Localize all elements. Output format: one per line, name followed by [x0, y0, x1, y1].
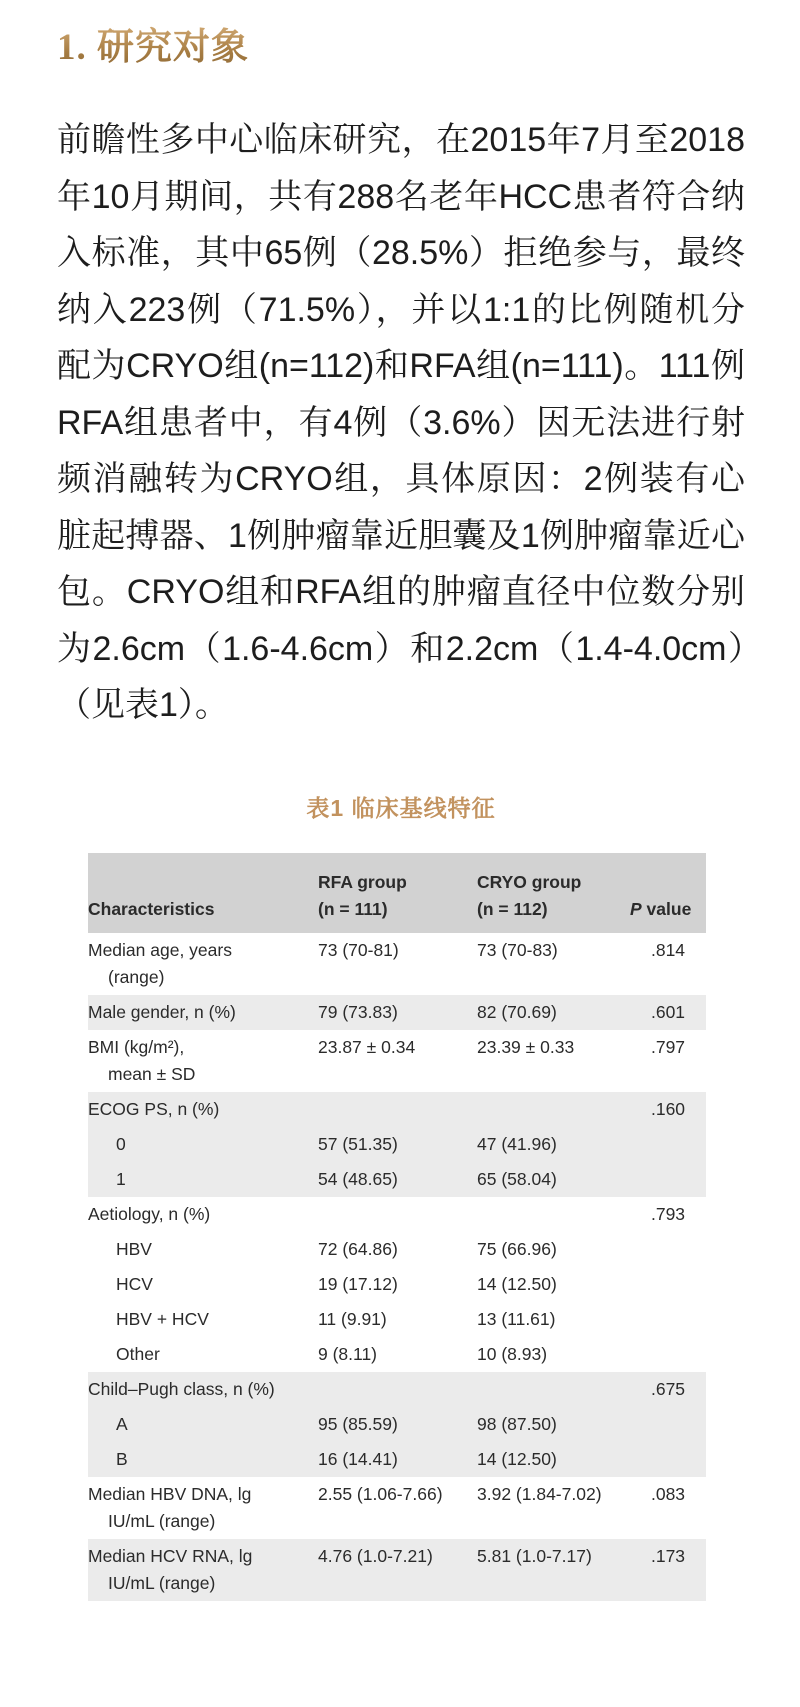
table-row	[88, 1197, 706, 1232]
header-rfa-group-n: (n = 111)	[318, 898, 388, 919]
rfa-value-cell	[318, 1092, 477, 1127]
cryo-value-cell: 98 (87.50)	[477, 1413, 557, 1434]
rfa-value-cell: 23.87 ± 0.34	[318, 1036, 416, 1057]
characteristic-label-line2: (range)	[108, 966, 165, 987]
table-row	[88, 1407, 706, 1442]
characteristic-label: 1	[116, 1168, 126, 1189]
rfa-value-cell: 2.55 (1.06-7.66)	[318, 1483, 443, 1504]
rfa-value-cell: 11 (9.91)	[318, 1308, 387, 1329]
section-paragraph: 前瞻性多中心临床研究，在2015年7月至2018年10月期间，共有288名老年HCC患者符合纳入标准，其中65例（28.5%）拒绝参与，最终纳入223例（71.5%），并以1:1的比例随机分配为CRYO组(n=112)和RFA组(n=111)。111例RFA组患者中，有4例（3.6%）因无法进行射频消融转为CRYO组，具体原因：2例装有心脏起搏器、1例肿瘤靠近胆囊及1例肿瘤靠近心包。CRYO组和RFA组的肿瘤直径中位数分别为2.6cm（1.6-4.6cm）和2.2cm（1.4-4.0cm）（见表1）。	[57, 121, 745, 724]
article-content	[0, 26, 800, 1601]
p-value-cell: .160	[650, 1098, 686, 1119]
cryo-value-cell: 14 (12.50)	[477, 1448, 557, 1469]
characteristic-cell	[88, 933, 318, 995]
p-value-cell: .814	[650, 939, 686, 960]
p-value-cell: .173	[650, 1545, 686, 1566]
header-cryo-group	[477, 853, 630, 933]
header-characteristics-label: Characteristics	[88, 898, 215, 919]
rfa-value-cell	[318, 1372, 477, 1407]
characteristic-cell	[88, 1232, 318, 1267]
cryo-value-cell: 82 (70.69)	[477, 1001, 557, 1022]
characteristic-label: HBV + HCV	[116, 1308, 209, 1329]
rfa-value-cell	[318, 1197, 477, 1232]
table-title: 表1 临床基线特征	[306, 794, 496, 821]
cryo-value-cell	[477, 1372, 630, 1407]
cryo-value-cell: 75 (66.96)	[477, 1238, 557, 1259]
p-value-cell: .675	[650, 1378, 686, 1399]
rfa-value-cell: 16 (14.41)	[318, 1448, 398, 1469]
header-cryo-group-name: CRYO group	[477, 871, 582, 892]
p-value-cell: .601	[650, 1001, 686, 1022]
cryo-value-cell: 65 (58.04)	[477, 1168, 557, 1189]
rfa-value-cell: 95 (85.59)	[318, 1413, 398, 1434]
cryo-value-cell: 23.39 ± 0.33	[477, 1036, 575, 1057]
characteristic-cell	[88, 1030, 318, 1092]
table-header-row	[88, 853, 706, 933]
table-row	[88, 1539, 706, 1601]
header-p-value	[630, 853, 706, 933]
table-row	[88, 1337, 706, 1372]
characteristic-label: BMI (kg/m²),	[88, 1036, 185, 1057]
table-row	[88, 1127, 706, 1162]
section-heading: 1. 研究对象	[57, 26, 745, 70]
characteristic-cell	[88, 1127, 318, 1162]
rfa-value-cell: 57 (51.35)	[318, 1133, 398, 1154]
table-row	[88, 1232, 706, 1267]
table-row	[88, 1267, 706, 1302]
table-body	[88, 933, 706, 1601]
p-value-cell: .083	[650, 1483, 686, 1504]
characteristic-cell	[88, 995, 318, 1030]
p-value-cell	[630, 1337, 706, 1372]
characteristic-cell	[88, 1372, 318, 1407]
cryo-value-cell: 5.81 (1.0-7.17)	[477, 1545, 592, 1566]
cryo-value-cell	[477, 1197, 630, 1232]
cryo-value-cell: 13 (11.61)	[477, 1308, 556, 1329]
characteristic-label: Median HBV DNA, lg	[88, 1483, 252, 1504]
cryo-value-cell: 47 (41.96)	[477, 1133, 557, 1154]
table-row	[88, 1477, 706, 1539]
characteristic-label: Median age, years	[88, 939, 232, 960]
header-p-value-italic: P	[630, 898, 642, 919]
characteristic-cell	[88, 1162, 318, 1197]
cryo-value-cell	[477, 1092, 630, 1127]
characteristic-cell	[88, 1442, 318, 1477]
table-row	[88, 1030, 706, 1092]
table-row	[88, 933, 706, 995]
p-value-cell: .797	[650, 1036, 686, 1057]
table-row	[88, 1302, 706, 1337]
characteristic-cell	[88, 1539, 318, 1601]
characteristic-label: ECOG PS, n (%)	[88, 1098, 220, 1119]
cryo-value-cell: 14 (12.50)	[477, 1273, 557, 1294]
p-value-cell: .793	[650, 1203, 686, 1224]
rfa-value-cell: 73 (70-81)	[318, 939, 399, 960]
characteristic-label: 0	[116, 1133, 126, 1154]
table-row	[88, 1442, 706, 1477]
p-value-cell	[630, 1442, 706, 1477]
rfa-value-cell: 54 (48.65)	[318, 1168, 398, 1189]
cryo-value-cell: 10 (8.93)	[477, 1343, 548, 1364]
table-row	[88, 995, 706, 1030]
characteristic-label: Male gender, n (%)	[88, 1001, 236, 1022]
characteristic-label: Aetiology, n (%)	[88, 1203, 211, 1224]
characteristic-cell	[88, 1337, 318, 1372]
p-value-cell	[630, 1162, 706, 1197]
table-header	[88, 853, 706, 933]
characteristic-label-line2: IU/mL (range)	[108, 1572, 216, 1593]
table-row	[88, 1162, 706, 1197]
p-value-cell	[630, 1302, 706, 1337]
characteristic-label: Other	[116, 1343, 160, 1364]
table-row	[88, 1092, 706, 1127]
characteristic-cell	[88, 1197, 318, 1232]
rfa-value-cell: 4.76 (1.0-7.21)	[318, 1545, 433, 1566]
characteristic-cell	[88, 1302, 318, 1337]
p-value-cell	[630, 1232, 706, 1267]
p-value-cell	[630, 1407, 706, 1442]
p-value-cell	[630, 1267, 706, 1302]
table-row	[88, 1372, 706, 1407]
characteristic-cell	[88, 1092, 318, 1127]
p-value-cell	[630, 1127, 706, 1162]
characteristic-label-line2: IU/mL (range)	[108, 1510, 216, 1531]
characteristic-cell	[88, 1477, 318, 1539]
header-rfa-group-name: RFA group	[318, 871, 407, 892]
characteristic-cell	[88, 1407, 318, 1442]
header-characteristics	[88, 853, 318, 933]
rfa-value-cell: 72 (64.86)	[318, 1238, 398, 1259]
rfa-value-cell: 9 (8.11)	[318, 1343, 378, 1364]
header-cryo-group-n: (n = 112)	[477, 898, 548, 919]
cryo-value-cell: 3.92 (1.84-7.02)	[477, 1483, 602, 1504]
characteristic-cell	[88, 1267, 318, 1302]
baseline-characteristics-table	[88, 853, 706, 1601]
characteristic-label: HBV	[116, 1238, 152, 1259]
header-p-value-rest: value	[641, 898, 692, 919]
rfa-value-cell: 79 (73.83)	[318, 1001, 398, 1022]
characteristic-label-line2: mean ± SD	[108, 1063, 196, 1084]
cryo-value-cell: 73 (70-83)	[477, 939, 558, 960]
characteristic-label: Median HCV RNA, lg	[88, 1545, 253, 1566]
characteristic-label: Child–Pugh class, n (%)	[88, 1378, 275, 1399]
characteristic-label: HCV	[116, 1273, 153, 1294]
rfa-value-cell: 19 (17.12)	[318, 1273, 398, 1294]
characteristic-label: B	[116, 1448, 128, 1469]
header-rfa-group	[318, 853, 477, 933]
characteristic-label: A	[116, 1413, 128, 1434]
